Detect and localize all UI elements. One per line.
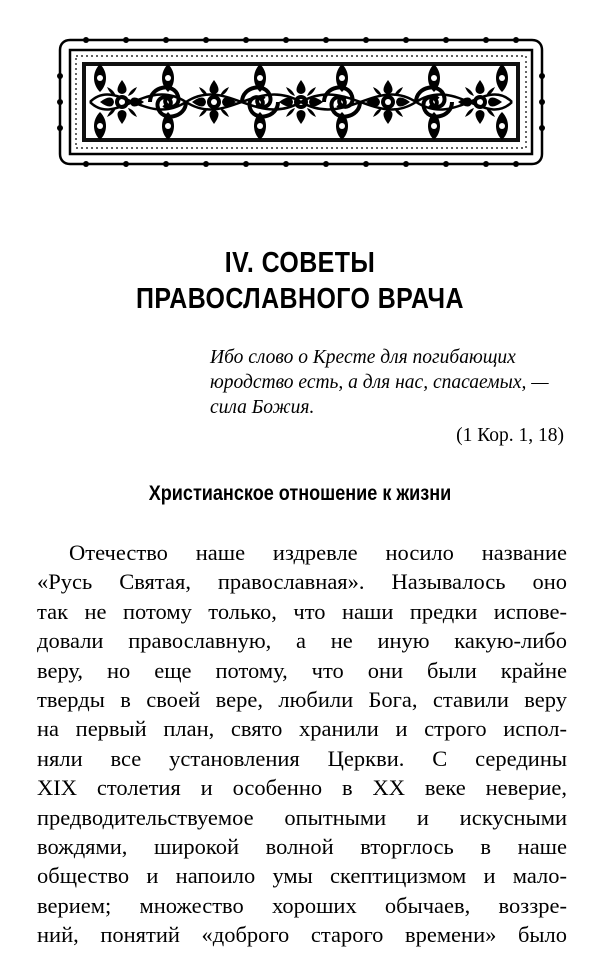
epigraph-line: юродство есть, а для нас, спасаемых, — [210, 372, 549, 393]
text-line: довали православную, а не иную какую-либо [37, 628, 567, 654]
text-line: верием; множество хороших обычаев, воззре- [37, 892, 567, 918]
epigraph-line: Ибо слово о Кресте для погибающих [210, 347, 516, 368]
text-line: на первый план, свято хранили и строго испол- [37, 716, 567, 742]
epigraph-source: (1 Кор. 1, 18) [456, 425, 564, 446]
body-paragraph [37, 538, 567, 950]
text-line: вождями, широкой волной вторглось в наше [37, 834, 567, 860]
text-line: общество и напоило умы скептицизмом и мало- [37, 863, 567, 889]
epigraph [210, 345, 570, 420]
text-line: XIX столетия и особенно в XX веке неверие, [37, 775, 567, 801]
epigraph-line: сила Божия. [210, 397, 315, 418]
ornamental-headpiece-icon [56, 36, 546, 168]
text-line: Отечество наше издревле носило название [69, 540, 567, 565]
text-line: предводительствуемое опытными и искусными [37, 804, 567, 830]
text-line: так не потому только, что наши предки испове- [37, 598, 567, 624]
chapter-title-line-1: IV. СОВЕТЫ [224, 247, 376, 279]
chapter-title-line-2: ПРАВОСЛАВНОГО ВРАЧА [136, 283, 464, 315]
text-line: веру, но еще потому, что они были крайне [37, 657, 567, 683]
section-heading: Христианское отношение к жизни [148, 482, 452, 505]
text-line: тверды в своей вере, любили Бога, ставили веру [37, 687, 567, 713]
text-line: ний, понятий «доброго старого времени» было [37, 922, 567, 948]
text-line: няли все установления Церкви. С середины [37, 745, 567, 771]
text-line: «Русь Святая, православная». Называлось оно [37, 569, 567, 595]
